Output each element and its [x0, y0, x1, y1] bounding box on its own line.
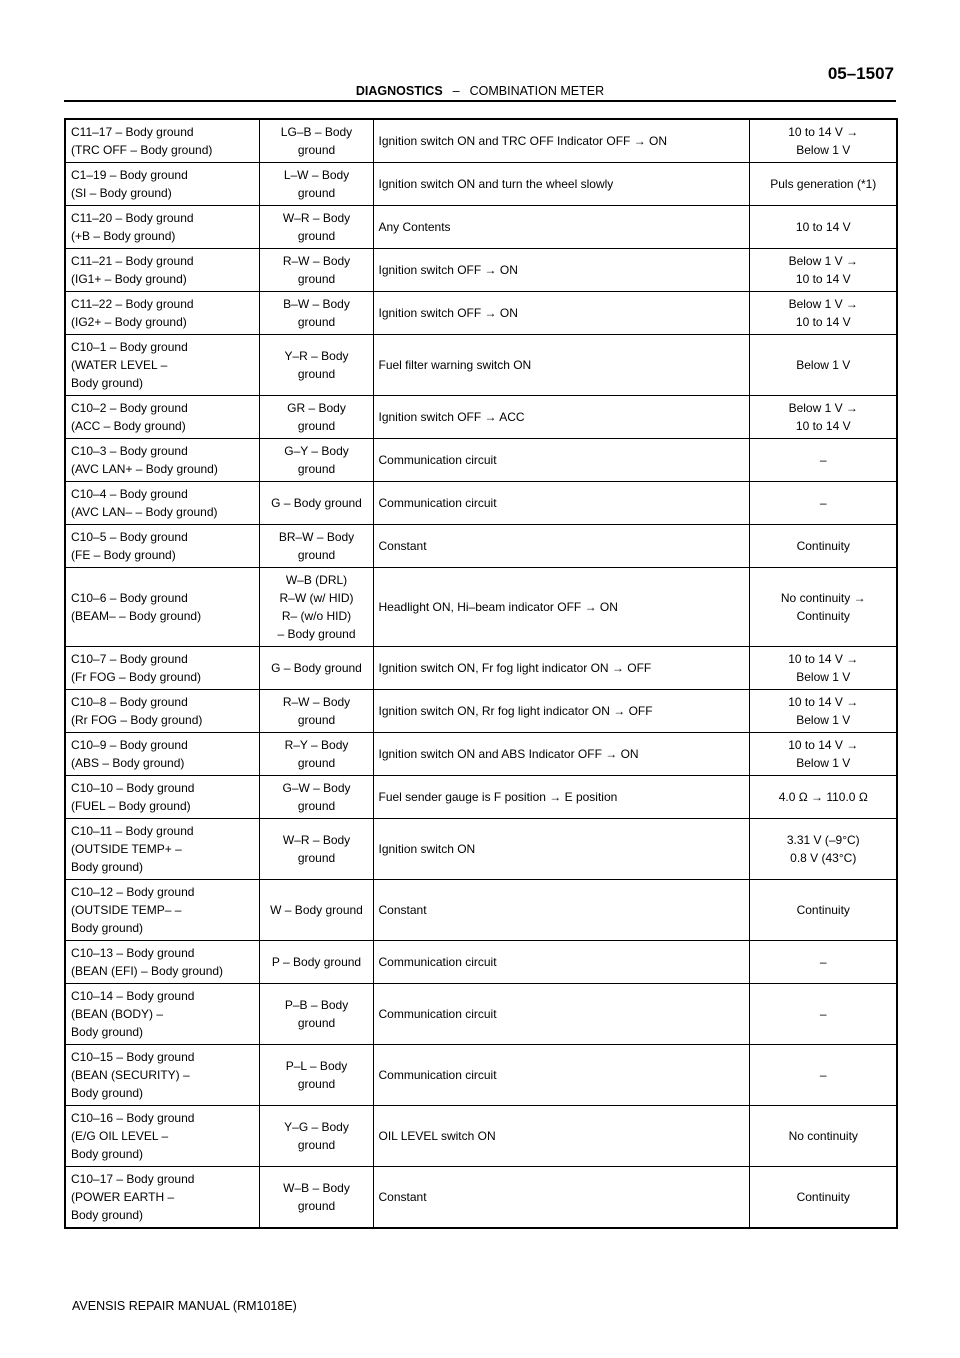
wiring-cell: G–Y – Body ground — [259, 439, 373, 482]
condition-cell: Communication circuit — [373, 984, 749, 1045]
terminal-cell: C10–12 – Body ground (OUTSIDE TEMP– – Body ground) — [65, 880, 259, 941]
page-number: 05–1507 — [827, 64, 894, 83]
table-row — [65, 941, 897, 984]
table-row — [65, 206, 897, 249]
terminal-cell: C10–6 – Body ground (BEAM– – Body ground) — [65, 568, 259, 647]
condition-cell: Communication circuit — [373, 482, 749, 525]
terminal-spec-table — [64, 118, 898, 1229]
condition-cell: Ignition switch ON, Rr fog light indicator ON → OFF — [373, 690, 749, 733]
wiring-cell: Y–R – Body ground — [259, 335, 373, 396]
table-row — [65, 396, 897, 439]
subsection-title: COMBINATION METER — [469, 84, 605, 98]
terminal-cell: C10–5 – Body ground (FE – Body ground) — [65, 525, 259, 568]
terminal-cell: C10–14 – Body ground (BEAN (BODY) – Body ground) — [65, 984, 259, 1045]
running-head — [64, 84, 896, 98]
header-rule — [64, 100, 896, 102]
wiring-cell: GR – Body ground — [259, 396, 373, 439]
spec-cell: 10 to 14 V → Below 1 V — [749, 733, 897, 776]
spec-cell: 10 to 14 V → Below 1 V — [749, 690, 897, 733]
condition-cell: Constant — [373, 525, 749, 568]
wiring-cell: B–W – Body ground — [259, 292, 373, 335]
table-row — [65, 1045, 897, 1106]
condition-cell: Ignition switch OFF → ON — [373, 249, 749, 292]
condition-cell: Ignition switch ON, Fr fog light indicator ON → OFF — [373, 647, 749, 690]
terminal-spec-body — [65, 119, 897, 1228]
spec-cell: Continuity — [749, 1167, 897, 1229]
wiring-cell: W–B (DRL) R–W (w/ HID) R– (w/o HID) – Body ground — [259, 568, 373, 647]
terminal-cell: C10–9 – Body ground (ABS – Body ground) — [65, 733, 259, 776]
terminal-cell: C10–4 – Body ground (AVC LAN– – Body ground) — [65, 482, 259, 525]
condition-cell: Ignition switch ON and turn the wheel slowly — [373, 163, 749, 206]
footer-manual-title: AVENSIS REPAIR MANUAL (RM1018E) — [72, 1299, 297, 1313]
section-title: DIAGNOSTICS — [355, 84, 443, 98]
wiring-cell: R–W – Body ground — [259, 249, 373, 292]
spec-cell: No continuity → Continuity — [749, 568, 897, 647]
condition-cell: Ignition switch OFF → ON — [373, 292, 749, 335]
terminal-cell: C11–20 – Body ground (+B – Body ground) — [65, 206, 259, 249]
table-row — [65, 525, 897, 568]
wiring-cell: G – Body ground — [259, 647, 373, 690]
wiring-cell: W – Body ground — [259, 880, 373, 941]
spec-cell: 10 to 14 V — [749, 206, 897, 249]
table-row — [65, 292, 897, 335]
spec-cell: Continuity — [749, 880, 897, 941]
table-row — [65, 690, 897, 733]
terminal-cell: C10–2 – Body ground (ACC – Body ground) — [65, 396, 259, 439]
spec-cell: Continuity — [749, 525, 897, 568]
wiring-cell: R–W – Body ground — [259, 690, 373, 733]
page-header — [64, 62, 896, 102]
terminal-cell: C1–19 – Body ground (SI – Body ground) — [65, 163, 259, 206]
table-row — [65, 733, 897, 776]
wiring-cell: R–Y – Body ground — [259, 733, 373, 776]
spec-cell: 4.0 Ω → 110.0 Ω — [749, 776, 897, 819]
condition-cell: Communication circuit — [373, 941, 749, 984]
condition-cell: Ignition switch OFF → ACC — [373, 396, 749, 439]
wiring-cell: W–B – Body ground — [259, 1167, 373, 1229]
terminal-cell: C11–22 – Body ground (IG2+ – Body ground) — [65, 292, 259, 335]
wiring-cell: P–L – Body ground — [259, 1045, 373, 1106]
spec-cell: Below 1 V → 10 to 14 V — [749, 249, 897, 292]
spec-cell: Puls generation (*1) — [749, 163, 897, 206]
condition-cell: Communication circuit — [373, 1045, 749, 1106]
wiring-cell: LG–B – Body ground — [259, 119, 373, 163]
spec-cell: 10 to 14 V → Below 1 V — [749, 647, 897, 690]
condition-cell: OIL LEVEL switch ON — [373, 1106, 749, 1167]
wiring-cell: L–W – Body ground — [259, 163, 373, 206]
spec-cell: Below 1 V — [749, 335, 897, 396]
condition-cell: Constant — [373, 1167, 749, 1229]
spec-cell: – — [749, 984, 897, 1045]
wiring-cell: G – Body ground — [259, 482, 373, 525]
condition-cell: Fuel sender gauge is F position → E position — [373, 776, 749, 819]
spec-cell: – — [749, 1045, 897, 1106]
terminal-cell: C10–3 – Body ground (AVC LAN+ – Body ground) — [65, 439, 259, 482]
condition-cell: Ignition switch ON and ABS Indicator OFF → ON — [373, 733, 749, 776]
table-row — [65, 1106, 897, 1167]
spec-cell: Below 1 V → 10 to 14 V — [749, 292, 897, 335]
spec-cell: 10 to 14 V → Below 1 V — [749, 119, 897, 163]
terminal-cell: C10–11 – Body ground (OUTSIDE TEMP+ – Body ground) — [65, 819, 259, 880]
terminal-cell: C11–17 – Body ground (TRC OFF – Body ground) — [65, 119, 259, 163]
condition-cell: Ignition switch ON — [373, 819, 749, 880]
condition-cell: Constant — [373, 880, 749, 941]
wiring-cell: W–R – Body ground — [259, 206, 373, 249]
wiring-cell: Y–G – Body ground — [259, 1106, 373, 1167]
terminal-cell: C10–7 – Body ground (Fr FOG – Body ground) — [65, 647, 259, 690]
table-row — [65, 647, 897, 690]
spec-cell: – — [749, 482, 897, 525]
table-row — [65, 880, 897, 941]
condition-cell: Headlight ON, Hi–beam indicator OFF → ON — [373, 568, 749, 647]
condition-cell: Any Contents — [373, 206, 749, 249]
terminal-cell: C10–16 – Body ground (E/G OIL LEVEL – Body ground) — [65, 1106, 259, 1167]
table-row — [65, 482, 897, 525]
wiring-cell: W–R – Body ground — [259, 819, 373, 880]
wiring-cell: G–W – Body ground — [259, 776, 373, 819]
table-row — [65, 1167, 897, 1229]
terminal-cell: C10–10 – Body ground (FUEL – Body ground) — [65, 776, 259, 819]
spec-cell: – — [749, 941, 897, 984]
table-row — [65, 249, 897, 292]
terminal-cell: C10–13 – Body ground (BEAN (EFI) – Body ground) — [65, 941, 259, 984]
table-row — [65, 163, 897, 206]
terminal-cell: C11–21 – Body ground (IG1+ – Body ground) — [65, 249, 259, 292]
table-row — [65, 119, 897, 163]
wiring-cell: BR–W – Body ground — [259, 525, 373, 568]
spec-cell: – — [749, 439, 897, 482]
wiring-cell: P – Body ground — [259, 941, 373, 984]
table-row — [65, 984, 897, 1045]
spec-cell: Below 1 V → 10 to 14 V — [749, 396, 897, 439]
table-row — [65, 335, 897, 396]
condition-cell: Ignition switch ON and TRC OFF Indicator OFF → ON — [373, 119, 749, 163]
table-row — [65, 439, 897, 482]
terminal-cell: C10–15 – Body ground (BEAN (SECURITY) – Body ground) — [65, 1045, 259, 1106]
wiring-cell: P–B – Body ground — [259, 984, 373, 1045]
terminal-cell: C10–17 – Body ground (POWER EARTH – Body ground) — [65, 1167, 259, 1229]
spec-cell: 3.31 V (–9°C) 0.8 V (43°C) — [749, 819, 897, 880]
table-row — [65, 819, 897, 880]
table-row — [65, 776, 897, 819]
condition-cell: Communication circuit — [373, 439, 749, 482]
condition-cell: Fuel filter warning switch ON — [373, 335, 749, 396]
terminal-cell: C10–1 – Body ground (WATER LEVEL – Body ground) — [65, 335, 259, 396]
terminal-cell: C10–8 – Body ground (Rr FOG – Body ground) — [65, 690, 259, 733]
spec-cell: No continuity — [749, 1106, 897, 1167]
table-row — [65, 568, 897, 647]
title-separator: – — [452, 84, 460, 98]
